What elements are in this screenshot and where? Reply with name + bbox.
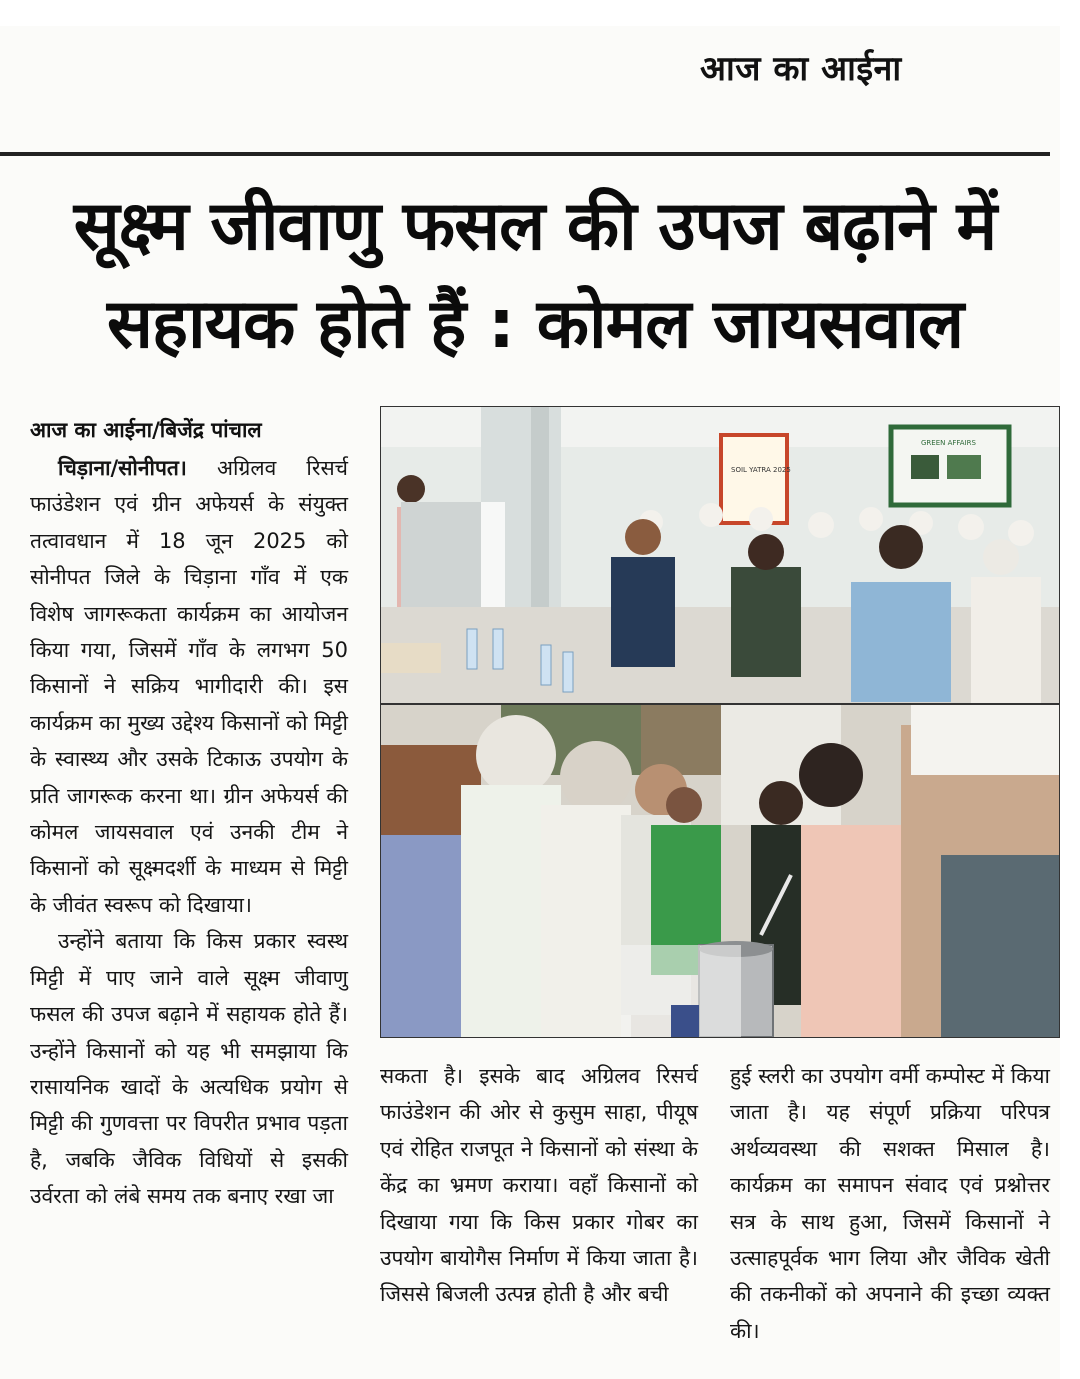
article-column-1 xyxy=(30,450,348,1215)
microscope-demo-photo xyxy=(380,704,1060,1038)
microscope-demo-photo-art xyxy=(381,705,1059,1037)
byline: आज का आईना/बिजेंद्र पांचाल xyxy=(30,418,262,442)
poster-text: GREEN AFFAIRS xyxy=(921,439,976,447)
top-strip xyxy=(0,0,1060,26)
article-column-3: हुई स्लरी का उपयोग वर्मी कम्पोस्ट में किया जाता है। यह संपूर्ण प्रक्रिया परिपत्र अर्थव्यवस्था की सशक्त मिसाल है। कार्यक्रम का समापन संवाद एवं प्रश्नोत्तर सत्र के साथ हुआ, जिसमें किसानों ने उत्साहपूर्वक भाग लिया और जैविक खेती की तकनीकों को अपनाने की इच्छा व्यक्त की। xyxy=(730,1064,1050,1343)
banner-text: SOIL YATRA 2025 xyxy=(731,466,791,474)
paragraph-2: उन्होंने बताया कि किस प्रकार स्वस्थ मिट्टी में पाए जाने वाले सूक्ष्म जीवाणु फसल की उपज बढ़ाने में सहायक होते हैं। उन्होंने किसानों को यह भी समझाया कि रासायनिक खादों के अत्यधिक प्रयोग से मिट्टी की गुणवत्ता पर विपरीत प्रभाव पड़ता है, जबकि जैविक विधियों से इसकी उर्वरता को लंबे समय तक बनाए रखा जा xyxy=(30,929,348,1209)
seminar-photo xyxy=(380,406,1060,704)
article-column-2: सकता है। इसके बाद अग्रिलव रिसर्च फाउंडेशन की ओर से कुसुम साहा, पीयूष एवं रोहित राजपूत ने किसानों को संस्था के केंद्र का भ्रमण कराया। वहाँ किसानों को दिखाया गया कि किस प्रकार गोबर का उपयोग बायोगैस निर्माण में किया जाता है। जिससे बिजली उत्पन्न होती है और बची xyxy=(380,1064,698,1307)
dateline: चिड़ाना/सोनीपत। xyxy=(58,456,187,480)
seminar-photo-art xyxy=(381,407,1059,703)
headline-line-2: सहायक होते हैं : कोमल जायसवाल xyxy=(106,285,964,364)
headline-line-1: सूक्ष्म जीवाणु फसल की उपज बढ़ाने में xyxy=(73,187,997,266)
header-rule xyxy=(0,152,1050,156)
paragraph-1-text: अग्रिलव रिसर्च फाउंडेशन एवं ग्रीन अफेयर्स के संयुक्त तत्वावधान में 18 जून 2025 को सोनीपत जिले के चिड़ाना गाँव में एक विशेष जागरूकता कार्यक्रम का आयोजन किया गया, जिसमें गाँव के लगभग 50 किसानों ने सक्रिय भागीदारी की। इस कार्यक्रम का मुख्य उद्देश्य किसानों को मिट्टी के स्वास्थ्य और उसके टिकाऊ उपयोग के प्रति जागरूक करना था। ग्रीन अफेयर्स की कोमल जायसवाल एवं उनकी टीम ने किसानों को सूक्ष्मदर्शी के माध्यम से मिट्टी के जीवंत स्वरूप को दिखाया। xyxy=(30,456,348,917)
paragraph-1 xyxy=(30,450,348,923)
masthead: आज का आईना xyxy=(700,49,902,89)
right-margin xyxy=(1060,0,1080,1379)
headline xyxy=(20,178,1050,374)
